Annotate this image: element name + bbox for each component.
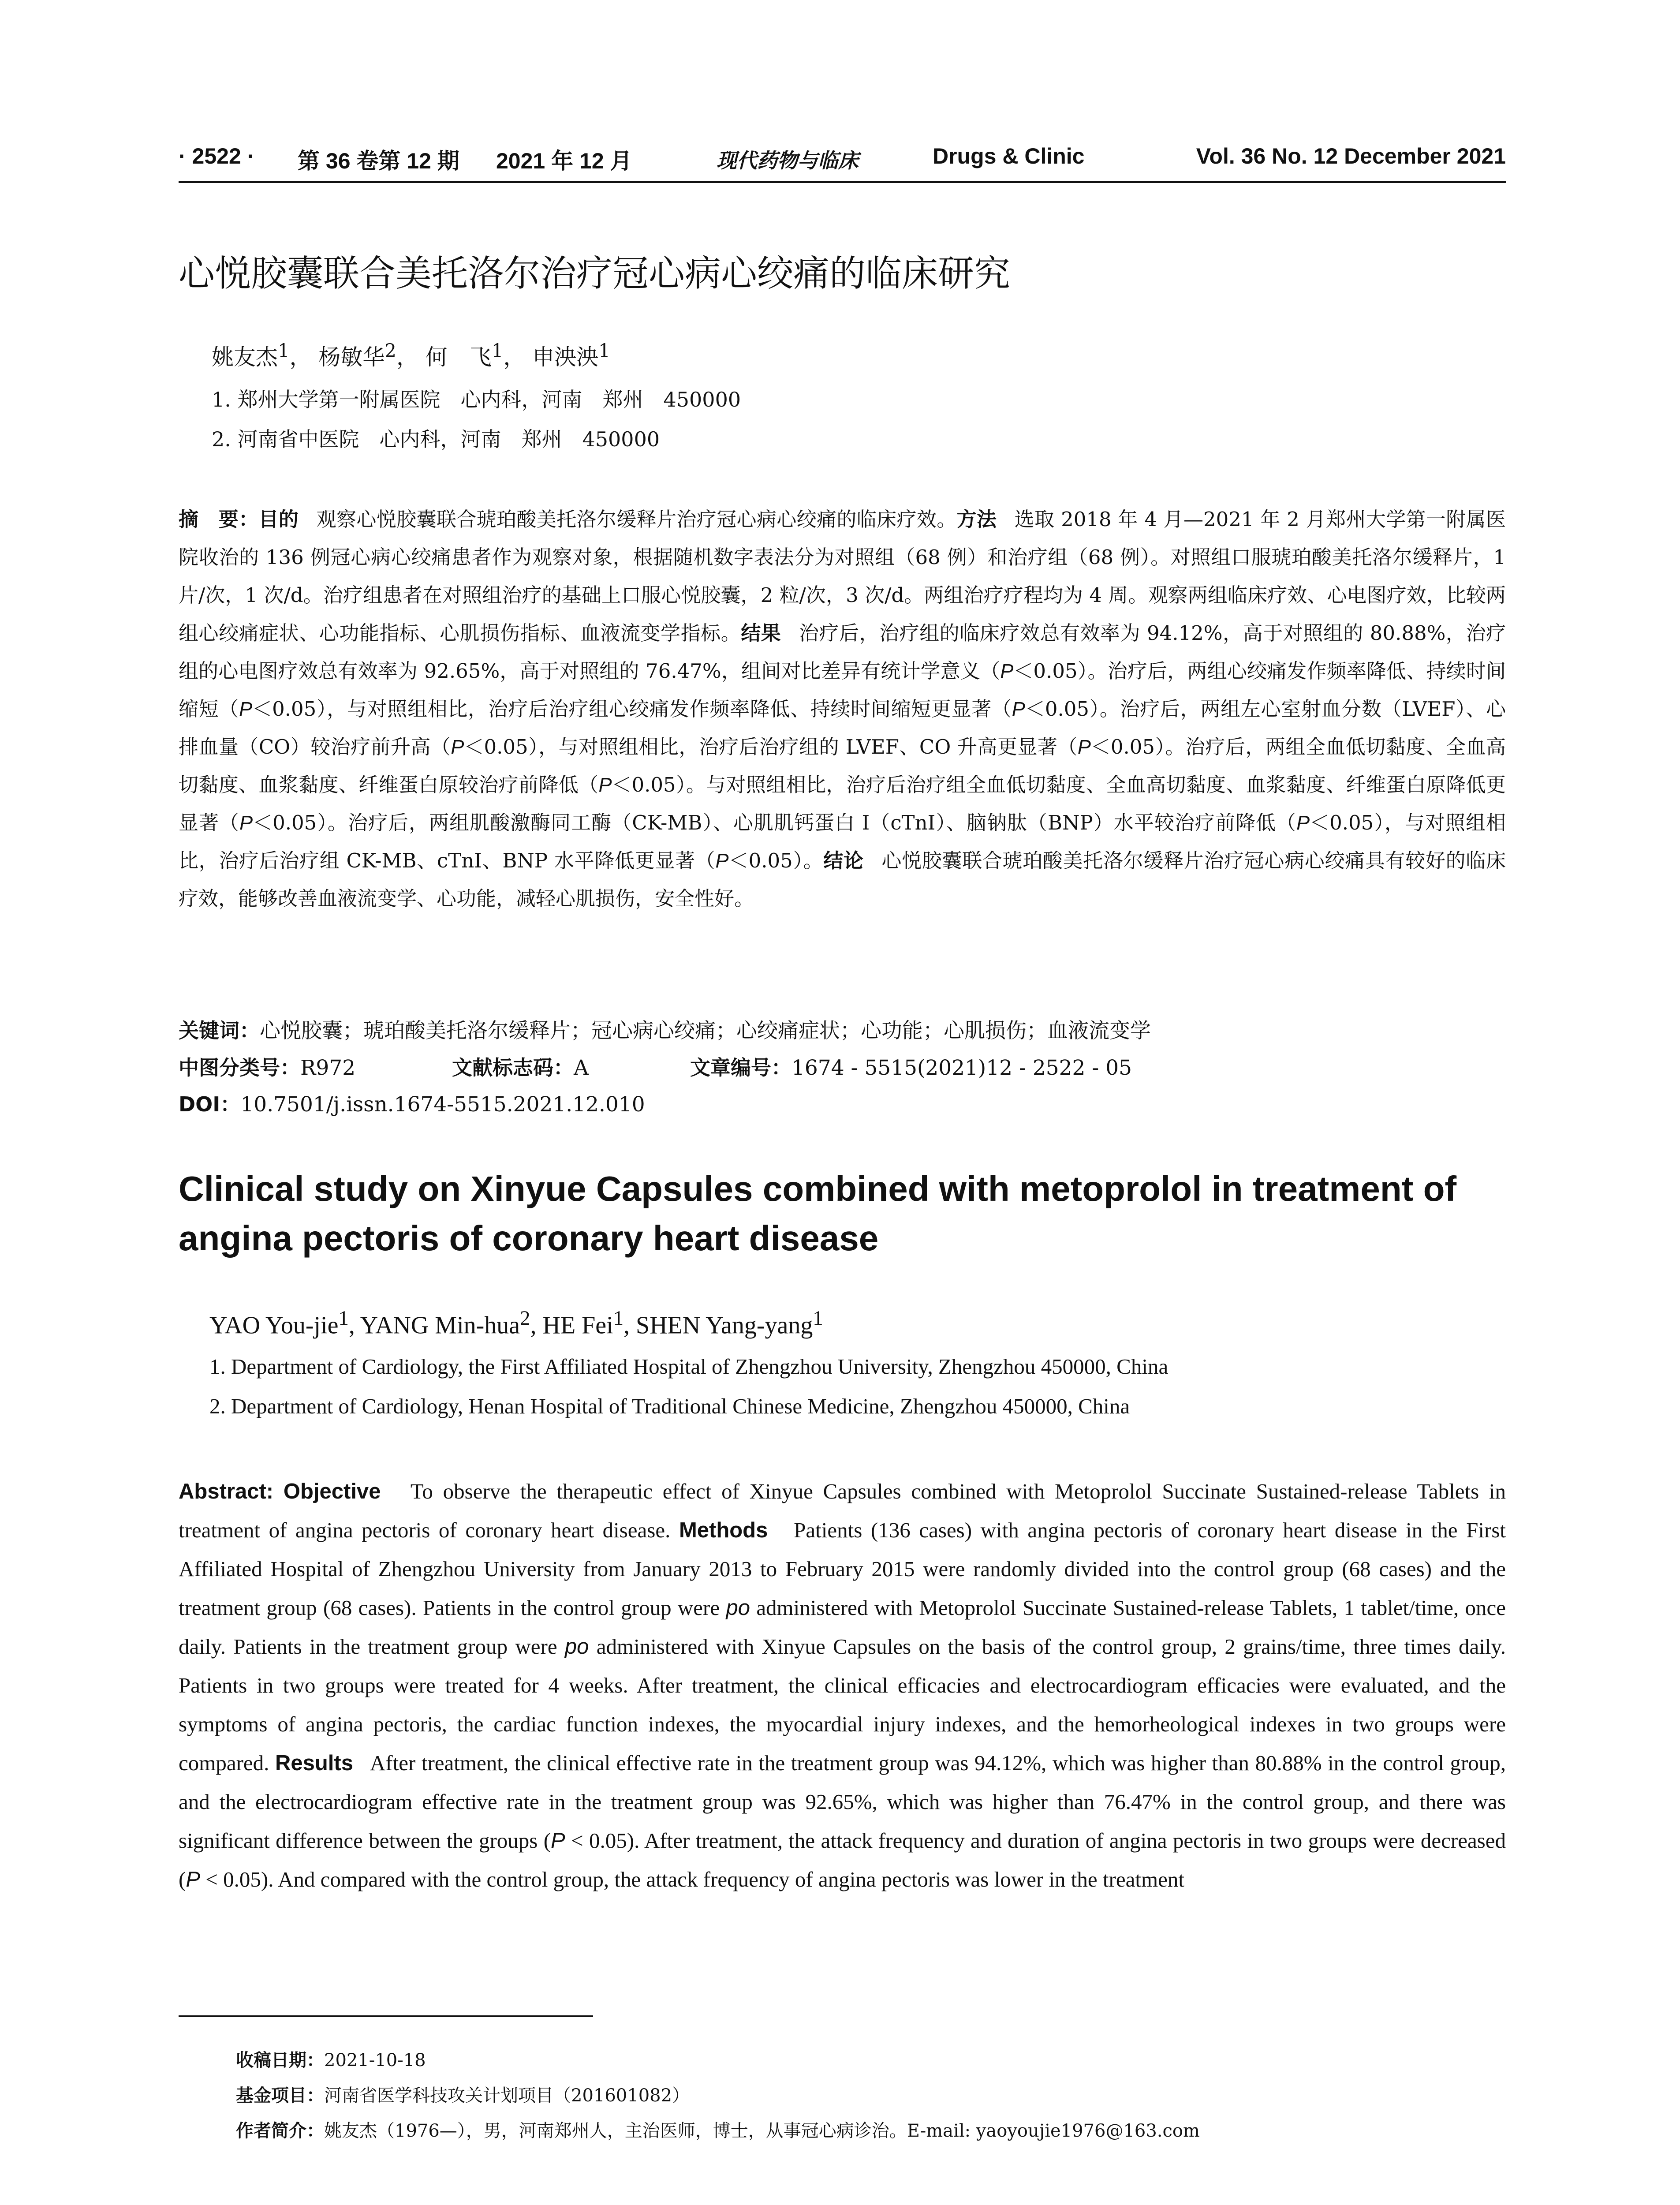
chinese-abstract: [179, 501, 1506, 918]
results-text-en: < 0.05). And compared with the control group, the attack frequency of angina pectoris was lower in the treatment: [200, 1867, 1184, 1891]
p-symbol: P: [239, 698, 253, 720]
author-sep: ，: [503, 344, 526, 370]
results-text-cn: ＜0.05）。治疗后，两组全血低切黏度、全血高切黏度、血浆黏度、纤维蛋白原较治疗前降低（: [179, 735, 1506, 796]
classification-line: [179, 1052, 1506, 1078]
objective-text-en: To observe the therapeutic effect of Xinyue Capsules combined with Metoprolol Succinate Sustained-release Tablets in treatment of angina pectoris of coronary heart disease.: [179, 1479, 1506, 1542]
keywords-text: 心悦胶囊；琥珀酸美托洛尔缓释片；冠心病心绞痛；心绞痛症状；心功能；心肌损伤；血液流变学: [260, 1019, 1151, 1043]
footnote-text: 河南省医学科技攻关计划项目（201601082）: [324, 2085, 690, 2106]
author-name: 何 飞: [425, 344, 492, 370]
article-no-label: 文章编号：: [690, 1056, 791, 1080]
author-name: YANG Min-hua: [360, 1312, 520, 1339]
page-number: · 2522 ·: [179, 144, 255, 168]
doi-value: 10.7501/j.issn.1674-5515.2021.12.010: [240, 1092, 645, 1117]
author-affil-sup: 1: [813, 1307, 823, 1330]
author-affil-sup: 1: [598, 340, 610, 362]
p-symbol: P: [551, 1829, 565, 1853]
english-abstract: [179, 1472, 1506, 1899]
results-text-cn: ＜0.05）。与对照组相比，治疗后治疗组全血低切黏度、全血高切黏度、血浆黏度、纤维蛋白原降低更显著（: [179, 773, 1506, 834]
author-sep: ,: [348, 1312, 360, 1339]
author-name: 杨敏华: [318, 344, 385, 370]
p-symbol: P: [1000, 660, 1014, 682]
po-italic: po: [726, 1596, 750, 1620]
doc-code-value: A: [574, 1056, 589, 1080]
running-header: [179, 137, 1506, 183]
author-sep: ,: [530, 1312, 543, 1339]
keywords-label: 关键词：: [179, 1019, 260, 1043]
results-label-cn: 结果: [741, 621, 781, 645]
journal-name-en: Drugs & Clinic: [933, 144, 1085, 168]
methods-label-cn: 方法: [956, 508, 997, 531]
doi-label: DOI：: [179, 1092, 241, 1116]
results-text-cn: ＜0.05）。: [728, 849, 824, 872]
footnote-label: 作者简介：: [236, 2121, 324, 2141]
results-text-cn: ＜0.05）。治疗后，两组肌酸激酶同工酶（CK-MB）、心肌肌钙蛋白 I（cTnI）、脑钠肽（BNP）水平较治疗前降低（: [253, 811, 1297, 834]
doc-code-label: 文献标志码：: [452, 1056, 574, 1080]
methods-label-en: Methods: [679, 1518, 768, 1542]
results-text-en: < 0.05). After treatment, the attack frequency and duration of angina pectoris in two groups were decreased (: [179, 1828, 1506, 1891]
footnote-funding: [236, 2082, 690, 2107]
english-title: Clinical study on Xinyue Capsules combined with metoprolol in treatment of angina pectoris of coronary heart disease: [179, 1169, 1457, 1258]
footnote-text: 2021-10-18: [324, 2050, 426, 2070]
author-name: YAO You-jie: [209, 1312, 339, 1339]
results-label-en: Results: [275, 1751, 353, 1775]
footnote-author-bio: [236, 2117, 1200, 2142]
results-text-en: After treatment, the clinical effective rate in the treatment group was 94.12%, which was higher than 80.88% in the control group, and the electrocardiogram effective rate in the treatment group was 92.65%, which was higher than 76.47% in the control group, and there was significant difference between the groups (: [179, 1751, 1506, 1853]
conclusion-label-cn: 结论: [823, 849, 864, 872]
article-no-value: 1674 - 5515(2021)12 - 2522 - 05: [791, 1056, 1132, 1080]
results-text-cn: ＜0.05）。治疗后，两组心绞痛发作频率降低、持续时间缩短（: [179, 659, 1506, 721]
clc-cell: [179, 1052, 355, 1081]
p-symbol: P: [1012, 698, 1025, 720]
results-text-cn: 治疗后，治疗组的临床疗效总有效率为 94.12%，高于对照组的 80.88%，治疗组的心电图疗效总有效率为 92.65%，高于对照组的 76.47%，组间对比差异有统计学意义（: [179, 621, 1506, 683]
p-symbol: P: [1296, 811, 1310, 834]
chinese-title: 心悦胶囊联合美托洛尔治疗冠心病心绞痛的临床研究: [179, 253, 1011, 295]
footnote-rule: [179, 2015, 593, 2017]
journal-name-cn: 现代药物与临床: [717, 149, 859, 172]
author-sep: ，: [289, 344, 312, 370]
footnote-label: 收稿日期：: [236, 2050, 324, 2070]
author-affil-sup: 1: [613, 1307, 624, 1330]
article-no-cell: [690, 1052, 1132, 1081]
issue-en: Vol. 36 No. 12 December 2021: [1196, 144, 1506, 168]
methods-text-en: Patients (136 cases) with angina pectoris of coronary heart disease in the First Affiliated Hospital of Zhengzhou University from January 2013 to February 2015 were randomly divided into the control group (68 cases) and the treatment group (68 cases). Patients in the control group were: [179, 1518, 1506, 1620]
p-symbol: P: [239, 811, 253, 834]
author-name: 申泱泱: [532, 344, 599, 370]
english-affiliation-2: 2. Department of Cardiology, Henan Hospital of Traditional Chinese Medicine, Zhengzhou 450000, China: [209, 1394, 1130, 1418]
author-affil-sup: 2: [385, 340, 396, 362]
author-sep: ,: [623, 1312, 636, 1339]
p-symbol: P: [598, 774, 612, 796]
author-sep: ，: [396, 344, 418, 370]
chinese-affiliation-2: 2. 河南省中医院 心内科，河南 郑州 450000: [212, 427, 660, 451]
doc-code-cell: [452, 1052, 589, 1081]
clc-label: 中图分类号：: [179, 1056, 300, 1080]
results-text-cn: ＜0.05），与对照组相比，治疗后治疗组的 LVEF、CO 升高更显著（: [464, 735, 1078, 759]
results-text-cn: ＜0.05），与对照组相比，治疗后治疗组心绞痛发作频率降低、持续时间缩短更显著（: [252, 697, 1012, 721]
p-symbol: P: [451, 736, 464, 758]
date-cn: 2021 年 12 月: [496, 149, 632, 173]
keywords-line: [179, 1014, 1151, 1044]
p-symbol: P: [1077, 736, 1091, 758]
p-symbol: P: [715, 849, 729, 872]
issue-cn: 第 36 卷第 12 期: [298, 149, 459, 173]
author-name: SHEN Yang-yang: [636, 1312, 813, 1339]
chinese-affiliation-1: 1. 郑州大学第一附属医院 心内科，河南 郑州 450000: [212, 388, 741, 411]
clc-value: R972: [300, 1056, 356, 1080]
footnote-label: 基金项目：: [236, 2085, 324, 2106]
footnote-text: 姚友杰（1976—），男，河南郑州人，主治医师，博士，从事冠心病诊治。E-mail: yaoyoujie1976@163.com: [324, 2121, 1200, 2141]
po-italic: po: [564, 1635, 589, 1659]
author-name: HE Fei: [542, 1312, 613, 1339]
methods-text-en: administered with Xinyue Capsules on the basis of the control group, 2 grains/time, three times daily. Patients in two groups were treated for 4 weeks. After treatment, the clinical efficacies and electrocardiogram efficacies were evaluated, and the symptoms of angina pectoris, the cardiac function indexes, the myocardial injury indexes, and the hemorheological indexes in two groups were compared.: [179, 1634, 1506, 1775]
p-symbol: P: [186, 1868, 201, 1891]
english-authors: [209, 1306, 823, 1340]
footnote-received: [236, 2046, 426, 2071]
objective-label-cn: 目的: [258, 508, 299, 531]
author-name: 姚友杰: [212, 344, 278, 370]
objective-text-cn: 观察心悦胶囊联合琥珀酸美托洛尔缓释片治疗冠心病心绞痛的临床疗效。: [316, 508, 957, 531]
english-affiliation-1: 1. Department of Cardiology, the First Affiliated Hospital of Zhengzhou University, Zhengzhou 450000, China: [209, 1354, 1169, 1379]
methods-text-en: administered with Metoprolol Succinate Sustained-release Tablets, 1 tablet/time, once daily. Patients in the treatment group were: [179, 1596, 1506, 1659]
conclusion-text-cn: 心悦胶囊联合琥珀酸美托洛尔缓释片治疗冠心病心绞痛具有较好的临床疗效，能够改善血液流变学、心功能，减轻心肌损伤，安全性好。: [179, 849, 1506, 910]
doi-line: [179, 1088, 645, 1117]
methods-text-cn: 选取 2018 年 4 月—2021 年 2 月郑州大学第一附属医院收治的 136 例冠心病心绞痛患者作为观察对象，根据随机数字表法分为对照组（68 例）和治疗组（68 例）。对照组口服琥珀酸美托洛尔缓释片，1 片/次，1 次/d。治疗组患者在对照组治疗的基础上口服心悦胶囊，2 粒/次，3 次/d。两组治疗疗程均为 4 周。观察两组临床疗效、心电图疗效，比较两组心绞痛症状、心功能指标、心肌损伤指标、血液流变学指标。: [179, 508, 1506, 645]
author-affil-sup: 1: [338, 1307, 349, 1330]
chinese-authors: [212, 340, 610, 371]
objective-label-en: Objective: [283, 1480, 381, 1503]
abstract-label-en: Abstract:: [179, 1480, 274, 1503]
author-affil-sup: 1: [491, 340, 504, 362]
results-text-cn: ＜0.05），与对照组相比，治疗后治疗组 CK-MB、cTnI、BNP 水平降低更显著（: [179, 811, 1506, 872]
author-affil-sup: 1: [278, 340, 290, 362]
author-affil-sup: 2: [520, 1307, 530, 1330]
results-text-cn: ＜0.05）。治疗后，两组左心室射血分数（LVEF）、心排血量（CO）较治疗前升高（: [179, 697, 1506, 759]
abstract-label-cn: 摘 要：: [179, 508, 259, 531]
